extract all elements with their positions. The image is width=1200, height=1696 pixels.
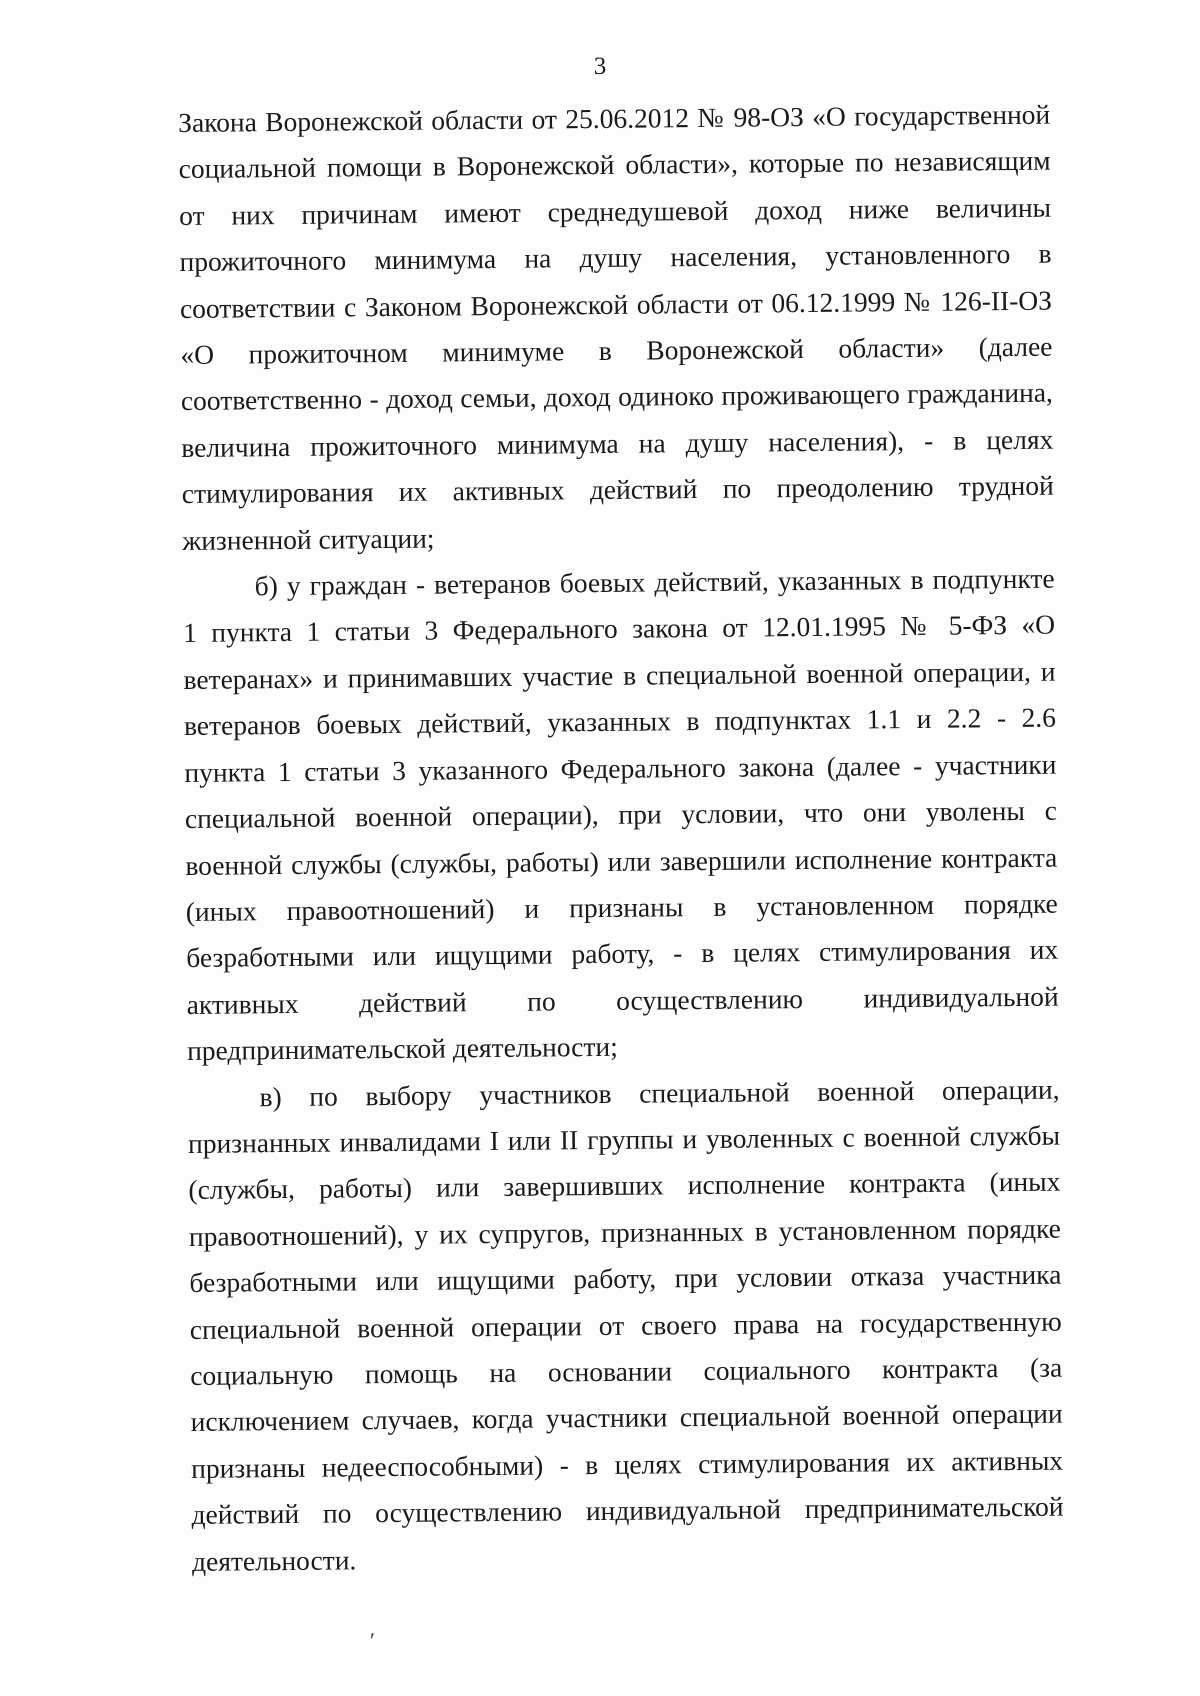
page-number: 3 <box>593 53 607 80</box>
document-body <box>178 92 1064 1585</box>
scan-artifact-mark: ʹ <box>370 1628 375 1653</box>
paragraph-b: б) у граждан - ветеранов боевых действий, указанных в подпункте 1 пункта 1 статьи 3 Федерального закона от 12.01.1995 № 5-ФЗ «О ветеранах» и принимавших участие в специальной военной операции, и ветеранов боевых действий, указанных в подпунктах 1.1 и 2.2 - 2.6 пункта 1 статьи 3 указанного Федерального закона (далее - участники специальной военной операции), при условии, что они уволены с военной службы (службы, работы) или завершили исполнение контракта (иных правоотношений) и признаны в установленном порядке безработными или ищущими работу, - в целях стимулирования их активных действий по осуществлению индивидуальной предпринимательской деятельности; <box>182 562 1059 1067</box>
paragraph-c: в) по выбору участников специальной военной операции, признанных инвалидами I или II группы и уволенных с военной службы (службы, работы) или завершивших исполнение контракта (иных правоотношений), у их супругов, признанных в установленном порядке безработными или ищущими работу, при условии отказа участника специальной военной операции от своего права на государственную социальную помощь на основании социального контракта (за исключением случаев, когда участники специальной военной операции признаны недееспособными) - в целях стимулирования их активных действий по осуществлению индивидуальной предпринимательской деятельности. <box>187 1073 1064 1577</box>
paragraph-continuation: Закона Воронежской области от 25.06.2012 № 98-ОЗ «О государственной социальной помощи в Воронежской области», которые по независящим от них причинам имеют среднедушевой доход ниже величины прожиточного минимума на душу населения, установленного в соответствии с Законом Воронежской области от 06.12.1999 № 126-II-ОЗ «О прожиточном минимуме в Воронежской области» (далее соответственно - доход семьи, доход одиноко проживающего гражданина, величина прожиточного минимума на душу населения), - в целях стимулирования их активных действий по преодолению трудной жизненной ситуации; <box>178 98 1054 556</box>
